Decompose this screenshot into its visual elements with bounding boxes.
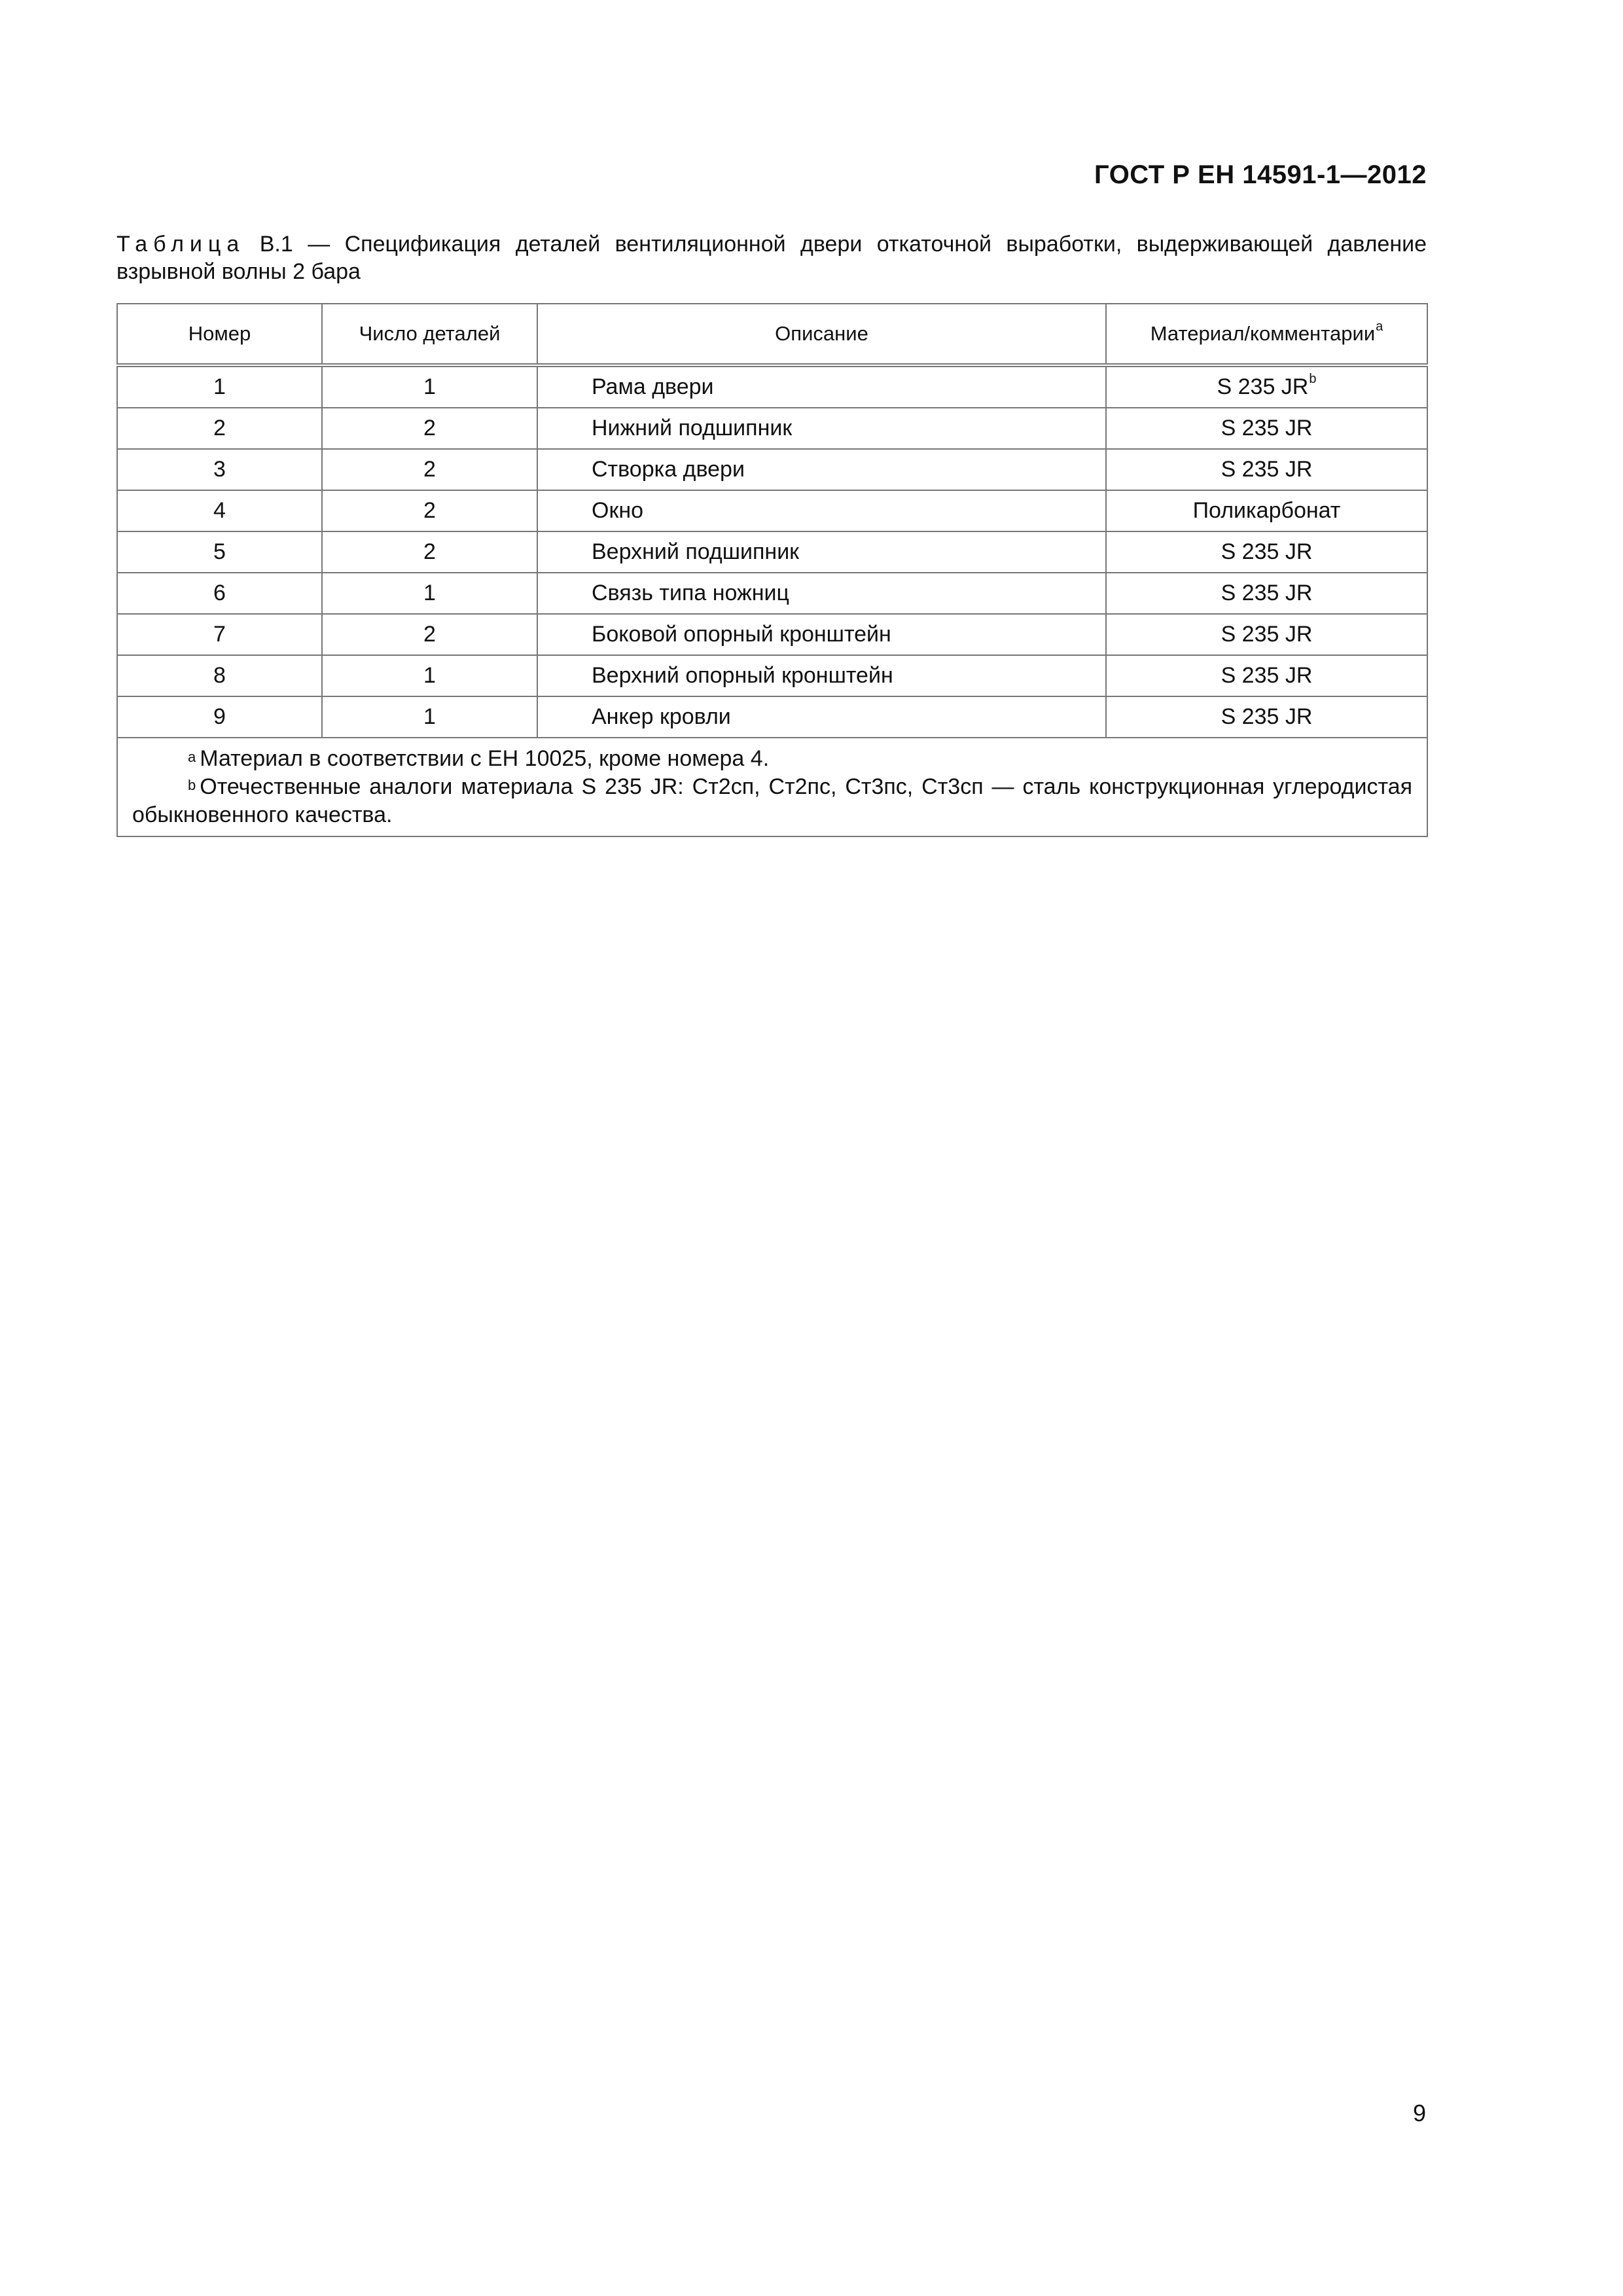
header-material-label: Материал/комментарии: [1150, 322, 1376, 345]
cell-material: S 235 JR: [1106, 449, 1427, 490]
cell-number: 4: [117, 490, 322, 531]
footnote-a-text: Материал в соответствии с ЕН 10025, кроме номера 4.: [200, 746, 770, 771]
table-row: [117, 614, 1427, 655]
table-row: [117, 655, 1427, 696]
table-header-row: [117, 304, 1427, 365]
cell-material: S 235 JR: [1106, 655, 1427, 696]
cell-material: Поликарбонат: [1106, 490, 1427, 531]
table-row: [117, 365, 1427, 408]
cell-count: 1: [322, 573, 537, 614]
document-code-header: ГОСТ Р ЕН 14591-1—2012: [1094, 160, 1427, 189]
cell-count: 1: [322, 365, 537, 408]
cell-material: S 235 JR: [1106, 531, 1427, 573]
cell-material-value: S 235 JR: [1217, 374, 1309, 399]
cell-material: S 235 JR: [1106, 408, 1427, 449]
cell-description: Верхний опорный кронштейн: [537, 655, 1106, 696]
cell-number: 3: [117, 449, 322, 490]
cell-material-note-mark: b: [1309, 372, 1317, 386]
cell-count: 1: [322, 696, 537, 738]
cell-number: 6: [117, 573, 322, 614]
table-row: [117, 490, 1427, 531]
cell-number: 8: [117, 655, 322, 696]
table-caption-label: Таблица: [116, 232, 245, 257]
footnote-b-mark: b: [188, 777, 196, 793]
cell-description: Створка двери: [537, 449, 1106, 490]
cell-description: Нижний подшипник: [537, 408, 1106, 449]
cell-count: 2: [322, 408, 537, 449]
specification-table: [116, 303, 1428, 837]
header-material: [1106, 304, 1427, 365]
cell-material: S 235 JR: [1106, 614, 1427, 655]
cell-number: 5: [117, 531, 322, 573]
cell-material: [1106, 365, 1427, 408]
cell-count: 2: [322, 531, 537, 573]
cell-number: 7: [117, 614, 322, 655]
table-row: [117, 573, 1427, 614]
table-caption-number: В.1: [259, 232, 293, 257]
cell-material: S 235 JR: [1106, 573, 1427, 614]
page-number: 9: [1412, 2100, 1426, 2126]
header-description: Описание: [537, 304, 1106, 365]
header-count: Число деталей: [322, 304, 537, 365]
cell-material: S 235 JR: [1106, 696, 1427, 738]
cell-number: 9: [117, 696, 322, 738]
cell-number: 2: [117, 408, 322, 449]
cell-description: Окно: [537, 490, 1106, 531]
cell-count: 2: [322, 614, 537, 655]
cell-description: Связь типа ножниц: [537, 573, 1106, 614]
cell-count: 1: [322, 655, 537, 696]
table-caption-text: — Спецификация деталей вентиляционной двери откаточной выработки, выдерживающей давление взрывной волны 2 бара: [116, 232, 1427, 284]
footnote-a: [132, 745, 1412, 773]
table-footnotes-row: [117, 738, 1427, 836]
cell-count: 2: [322, 449, 537, 490]
table-row: [117, 449, 1427, 490]
footnote-a-mark: a: [188, 749, 196, 765]
header-material-note-mark: a: [1376, 319, 1383, 334]
footnote-b-text: Отечественные аналоги материала S 235 JR: Ст2сп, Ст2пс, Ст3пс, Ст3сп — сталь конструкционная углеродистая обыкновенного качества.: [132, 774, 1412, 827]
table-row: [117, 696, 1427, 738]
cell-description: Верхний подшипник: [537, 531, 1106, 573]
cell-description: Рама двери: [537, 365, 1106, 408]
table-footnotes: [117, 738, 1427, 836]
cell-description: Анкер кровли: [537, 696, 1106, 738]
cell-count: 2: [322, 490, 537, 531]
table-row: [117, 408, 1427, 449]
table-row: [117, 531, 1427, 573]
cell-description: Боковой опорный кронштейн: [537, 614, 1106, 655]
table-caption: [116, 230, 1427, 285]
header-number: Номер: [117, 304, 322, 365]
cell-number: 1: [117, 365, 322, 408]
footnote-b: [132, 773, 1412, 829]
